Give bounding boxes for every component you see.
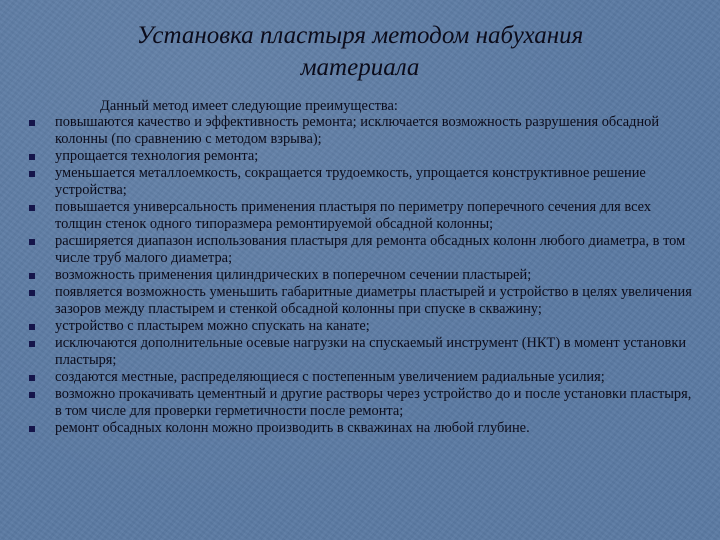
square-bullet-icon bbox=[29, 375, 35, 381]
advantages-list bbox=[28, 114, 700, 437]
square-bullet-icon bbox=[29, 324, 35, 330]
list-item bbox=[28, 233, 700, 267]
square-bullet-icon bbox=[29, 426, 35, 432]
list-item bbox=[28, 284, 700, 318]
list-item bbox=[28, 148, 700, 165]
list-item-text: появляется возможность уменьшить габаритные диаметры пластырей и устройство в целях увеличения зазоров между пластырем и стенкой обсадной колонны при спуске в скважину; bbox=[55, 284, 692, 317]
list-item bbox=[28, 165, 700, 199]
square-bullet-icon bbox=[29, 239, 35, 245]
list-item-text: возможно прокачивать цементный и другие растворы через устройство до и после установки пластыря, в том числе для проверки герметичности после ремонта; bbox=[55, 386, 692, 419]
list-item-text: повышается универсальность применения пластыря по периметру поперечного сечения для всех толщин стенок одного типоразмера ремонтируемой обсадной колонны; bbox=[55, 199, 652, 232]
slide-title bbox=[40, 20, 680, 84]
list-item-text: ремонт обсадных колонн можно производить в скважинах на любой глубине. bbox=[55, 420, 530, 436]
square-bullet-icon bbox=[29, 205, 35, 211]
square-bullet-icon bbox=[29, 171, 35, 177]
list-item bbox=[28, 114, 700, 148]
square-bullet-icon bbox=[29, 273, 35, 279]
list-item bbox=[28, 199, 700, 233]
list-item bbox=[28, 386, 700, 420]
square-bullet-icon bbox=[29, 290, 35, 296]
list-item-text: расширяется диапазон использования пластыря для ремонта обсадных колонн любого диаметра, в том числе труб малого диаметра; bbox=[55, 233, 686, 266]
square-bullet-icon bbox=[29, 392, 35, 398]
slide-body bbox=[28, 114, 700, 437]
list-item-text: возможность применения цилиндрических в поперечном сечении пластырей; bbox=[55, 267, 532, 283]
square-bullet-icon bbox=[29, 154, 35, 160]
list-item bbox=[28, 369, 700, 386]
list-item-text: уменьшается металлоемкость, сокращается трудоемкость, упрощается конструктивное решение устройства; bbox=[55, 165, 646, 198]
slide-title-line2: материала bbox=[300, 54, 420, 81]
square-bullet-icon bbox=[29, 341, 35, 347]
list-item bbox=[28, 267, 700, 284]
list-item-text: упрощается технология ремонта; bbox=[55, 148, 259, 164]
list-item-text: повышаются качество и эффективность ремонта; исключается возможность разрушения обсадной колонны (по сравнению с методом взрыва); bbox=[55, 114, 660, 147]
list-item-text: устройство с пластырем можно спускать на канате; bbox=[55, 318, 370, 334]
list-item bbox=[28, 318, 700, 335]
list-item-text: исключаются дополнительные осевые нагрузки на спускаемый инструмент (НКТ) в момент установки пластыря; bbox=[55, 335, 687, 368]
slide-title-line1: Установка пластыря методом набухания bbox=[136, 22, 584, 49]
list-item bbox=[28, 335, 700, 369]
list-item bbox=[28, 420, 700, 437]
list-item-text: создаются местные, распределяющиеся с постепенным увеличением радиальные усилия; bbox=[55, 369, 605, 385]
square-bullet-icon bbox=[29, 120, 35, 126]
intro-text: Данный метод имеет следующие преимущества: bbox=[100, 98, 398, 114]
